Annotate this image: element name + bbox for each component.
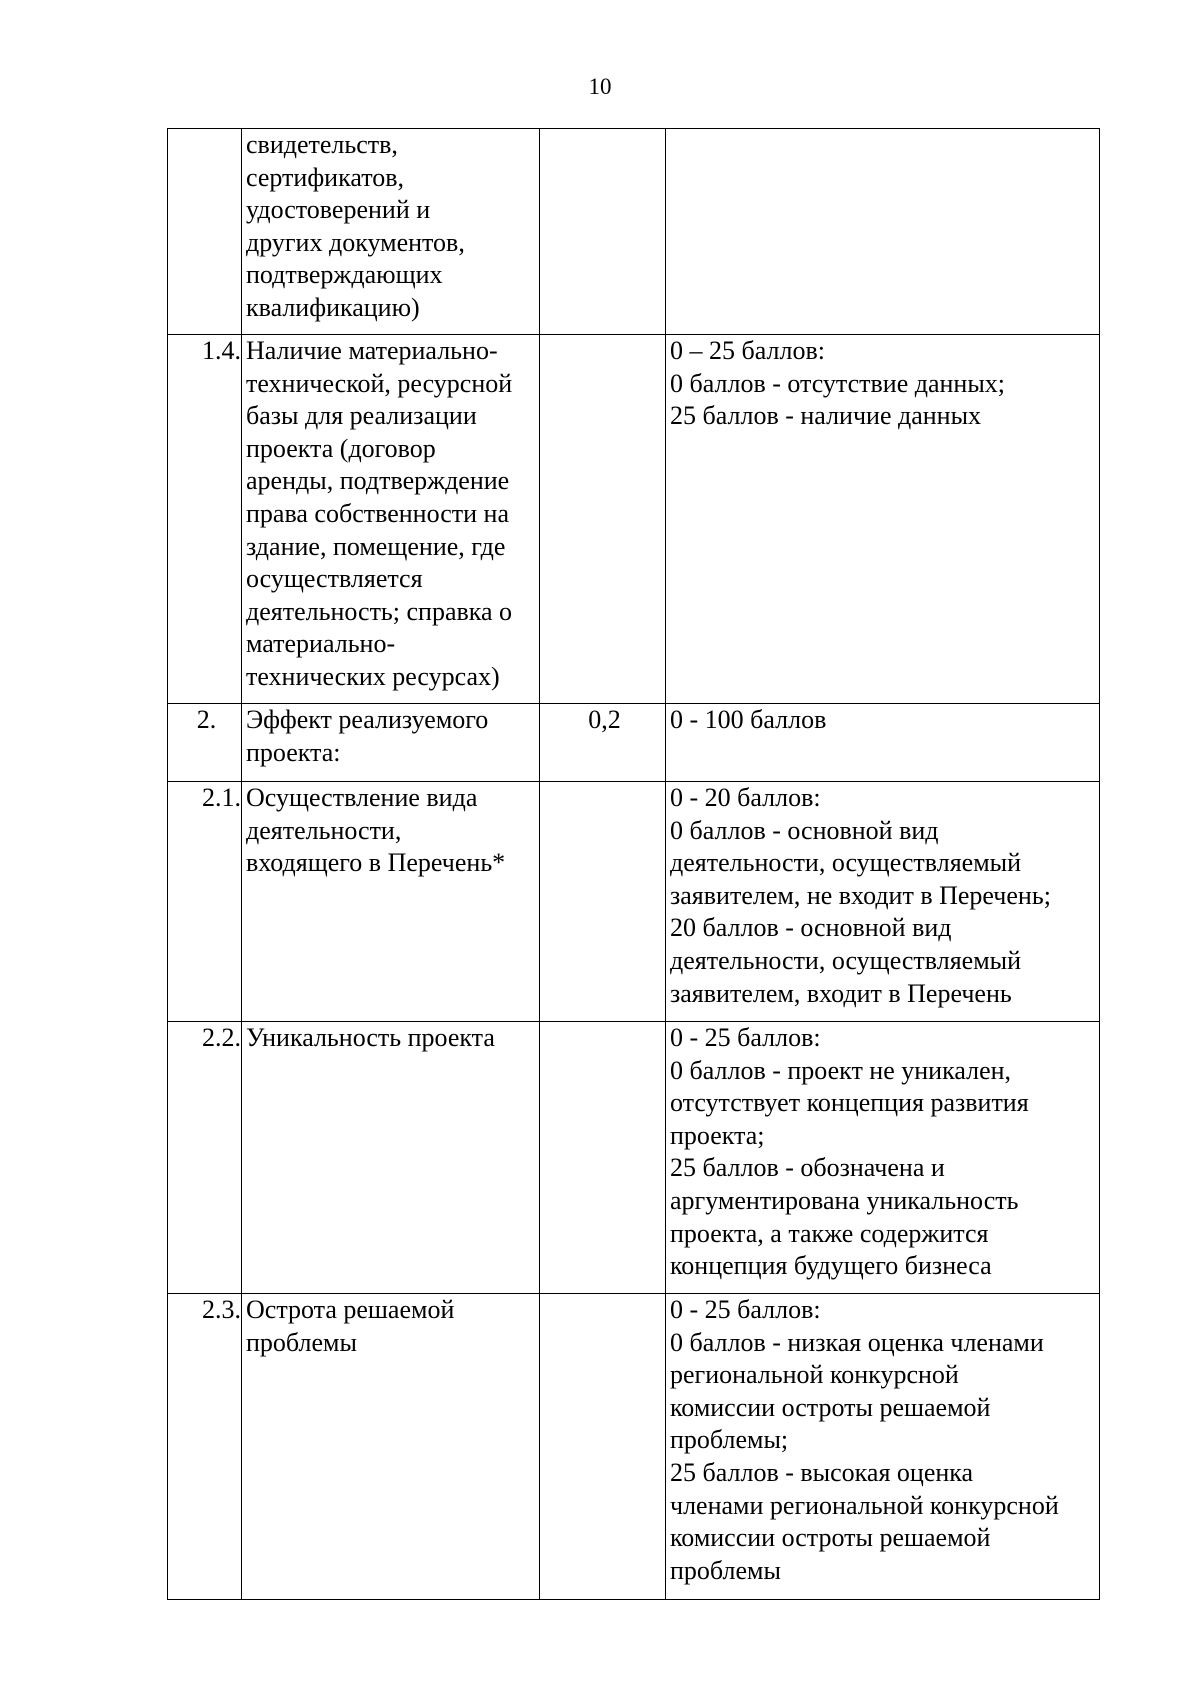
- page-number: 10: [588, 74, 612, 99]
- score-line: комиссии остроты решаемой: [670, 1392, 991, 1422]
- score-cell: [666, 1022, 1100, 1294]
- row-number: 2.1.: [168, 782, 242, 1022]
- criterion-name-line: материально-: [246, 629, 396, 659]
- criterion-name: [242, 335, 540, 704]
- criteria-table: [167, 128, 1100, 1600]
- criterion-name-line: свидетельств,: [246, 130, 398, 159]
- criterion-name-line: базы для реализации: [246, 401, 477, 431]
- criterion-name-line: проекта (договор: [246, 433, 436, 463]
- score-cell: [666, 129, 1100, 335]
- weight-cell: [540, 335, 666, 704]
- score-line: заявителем, входит в Перечень: [670, 978, 1012, 1008]
- criterion-name: [242, 1294, 540, 1600]
- criterion-name: [242, 1022, 540, 1294]
- criterion-name-line: квалификацию): [246, 292, 420, 322]
- score-cell: [666, 782, 1100, 1022]
- score-line: проблемы;: [670, 1425, 789, 1455]
- criterion-name-line: деятельности,: [246, 815, 402, 845]
- criterion-name: [242, 704, 540, 782]
- criterion-name-line: аренды, подтверждение: [246, 466, 510, 496]
- score-line: региональной конкурсной: [670, 1360, 959, 1390]
- row-number: 1.4.: [168, 335, 242, 704]
- score-line: заявителем, не входит в Перечень;: [670, 880, 1051, 910]
- criterion-name-line: технических ресурсах): [246, 661, 500, 691]
- table-row: [168, 335, 1100, 704]
- score-line: проекта;: [670, 1120, 765, 1150]
- table-row: [168, 782, 1100, 1022]
- criterion-name-line: деятельность; справка о: [246, 596, 513, 626]
- criterion-name-line: Наличие материально-: [246, 336, 498, 365]
- score-line: 0 баллов - низкая оценка членами: [670, 1327, 1044, 1357]
- criterion-name: [242, 129, 540, 335]
- table-row: [168, 1022, 1100, 1294]
- row-number: 2.3.: [168, 1294, 242, 1600]
- score-line: аргументирована уникальность: [670, 1185, 1019, 1215]
- score-line: 0 – 25 баллов:: [670, 336, 825, 365]
- criterion-name: [242, 782, 540, 1022]
- criterion-name-line: других документов,: [246, 227, 465, 257]
- criterion-name-line: сертификатов,: [246, 162, 404, 192]
- criterion-name-line: проблемы: [246, 1327, 357, 1357]
- score-line: 25 баллов - обозначена и: [670, 1153, 945, 1183]
- score-cell: [666, 704, 1100, 782]
- weight-cell: 0,2: [540, 704, 666, 782]
- criterion-name-line: проекта:: [246, 737, 341, 767]
- weight-cell: [540, 1294, 666, 1600]
- score-line: проблемы: [670, 1555, 781, 1585]
- table-row: [168, 704, 1100, 782]
- score-line: 20 баллов - основной вид: [670, 913, 952, 943]
- score-line: 0 баллов - отсутствие данных;: [670, 368, 1006, 398]
- score-line: деятельности, осуществляемый: [670, 848, 1022, 878]
- criterion-name-line: подтверждающих: [246, 260, 443, 290]
- score-line: 0 баллов - проект не уникален,: [670, 1055, 1012, 1085]
- score-line: 0 - 20 баллов:: [670, 783, 821, 812]
- score-cell: [666, 335, 1100, 704]
- score-line: отсутствует концепция развития: [670, 1088, 1029, 1118]
- criterion-name-line: технической, ресурсной: [246, 368, 513, 398]
- row-number: 2.2.: [168, 1022, 242, 1294]
- score-line: членами региональной конкурсной: [670, 1490, 1059, 1520]
- score-cell: [666, 1294, 1100, 1600]
- score-line: 0 баллов - основной вид: [670, 815, 939, 845]
- row-number: 2.: [168, 704, 242, 782]
- score-line: 25 баллов - наличие данных: [670, 401, 982, 431]
- weight-cell: [540, 782, 666, 1022]
- criterion-name-line: Уникальность проекта: [246, 1023, 495, 1052]
- score-line: концепция будущего бизнеса: [670, 1251, 992, 1281]
- criterion-name-line: Осуществление вида: [246, 783, 478, 812]
- score-line: 0 - 25 баллов:: [670, 1023, 821, 1052]
- score-line: проекта, а также содержится: [670, 1218, 989, 1248]
- score-line: 25 баллов - высокая оценка: [670, 1457, 974, 1487]
- score-line: деятельности, осуществляемый: [670, 945, 1022, 975]
- criterion-name-line: Острота решаемой: [246, 1295, 455, 1324]
- criterion-name-line: удостоверений и: [246, 195, 431, 225]
- table-row: [168, 129, 1100, 335]
- row-number: [168, 129, 242, 335]
- weight-cell: [540, 129, 666, 335]
- criterion-name-line: Эффект реализуемого: [246, 705, 489, 734]
- criterion-name-line: здание, помещение, где: [246, 531, 506, 561]
- score-line: 0 - 100 баллов: [670, 705, 827, 734]
- score-line: комиссии остроты решаемой: [670, 1523, 991, 1553]
- criterion-name-line: права собственности на: [246, 498, 510, 528]
- criterion-name-line: входящего в Перечень*: [246, 848, 506, 878]
- score-line: 0 - 25 баллов:: [670, 1295, 821, 1324]
- criterion-name-line: осуществляется: [246, 564, 423, 594]
- table-row: [168, 1294, 1100, 1600]
- weight-cell: [540, 1022, 666, 1294]
